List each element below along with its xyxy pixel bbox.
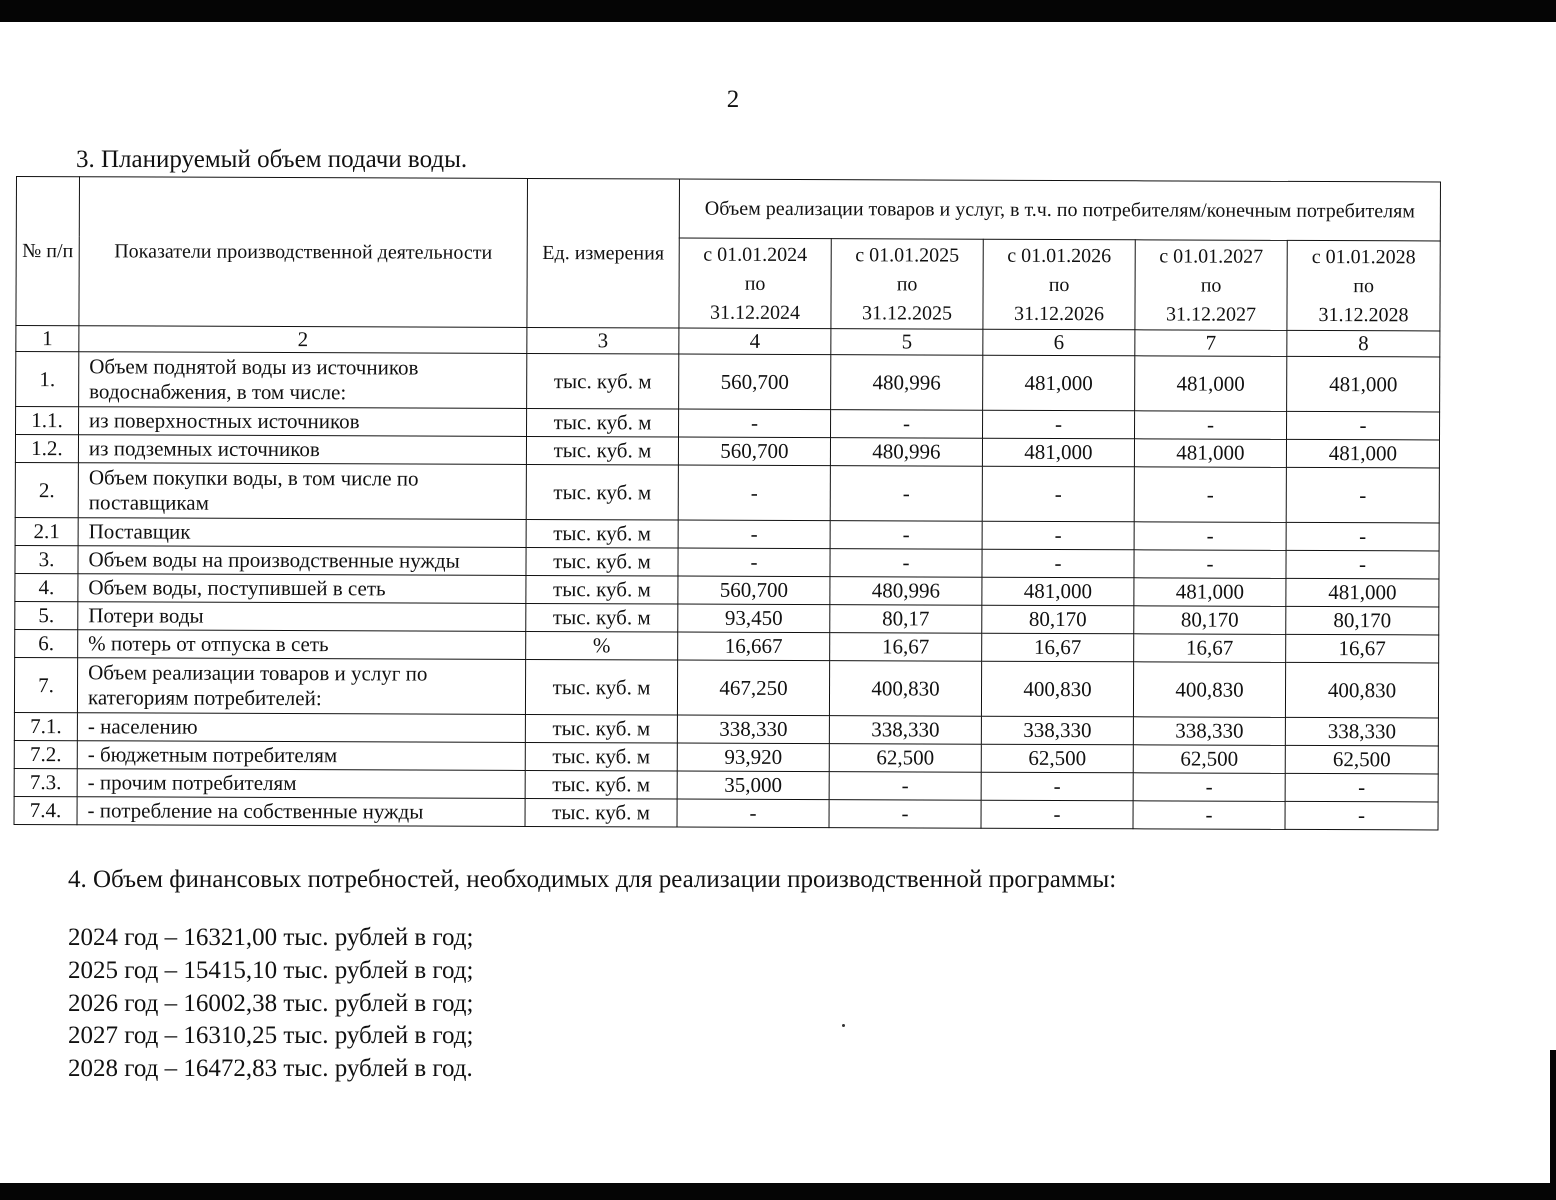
row-value: 80,170 [1286,607,1439,636]
row-value: 400,830 [981,661,1133,717]
row-value: - [829,772,981,801]
row-number: 1.2. [15,435,78,463]
row-unit: тыс. куб. м [526,520,678,549]
row-indicator: - прочим потребителям [77,769,525,799]
row-unit: % [526,632,678,661]
row-unit: тыс. куб. м [525,715,677,744]
header-period [831,239,983,330]
row-value: - [1286,412,1439,441]
row-indicator: Потери воды [78,602,526,632]
row-value: - [1133,773,1285,802]
row-indicator: из подземных источников [78,435,526,465]
row-value: 338,330 [829,716,981,745]
scan-speck [842,1024,845,1027]
finance-list [68,924,473,1088]
row-value: 480,996 [831,355,983,411]
finance-item: 2026 год – 16002,38 тыс. рублей в год; [68,989,474,1017]
row-value: 481,000 [982,577,1134,606]
row-unit: тыс. куб. м [525,771,677,800]
table-row [14,797,1438,830]
header-group: Объем реализации товаров и услуг, в т.ч. по потребителям/конечным потребителям [679,179,1440,241]
row-value: 338,330 [677,715,829,744]
table-row [16,352,1440,412]
header-period-to: 31.12.2024 [709,301,801,325]
header-period-to: 31.12.2025 [861,302,953,325]
row-unit: тыс. куб. м [526,548,678,577]
scan-border-bottom [0,1183,1556,1200]
row-value: 16,667 [678,632,830,661]
column-number: 3 [527,327,679,354]
row-value: 481,000 [982,438,1134,467]
header-period-to: 31.12.2026 [1013,302,1105,326]
row-number: 6. [15,630,78,658]
row-value: - [1285,802,1438,831]
header-period [679,238,831,329]
header-unit: Ед. измерения [527,178,680,328]
header-period-mid: по [896,273,918,296]
page-number: 2 [726,86,740,113]
row-indicator: Поставщик [78,518,526,548]
finance-title: 4. Объем финансовых потребностей, необходимых для реализации производственной программы: [68,866,1117,893]
row-value: 62,500 [1285,746,1438,775]
row-value: 16,67 [1286,635,1439,664]
row-unit: тыс. куб. м [527,409,679,438]
row-value: - [982,466,1134,522]
scan-border-right [1550,1050,1556,1200]
table-row [15,463,1439,523]
row-value: 480,996 [830,438,982,467]
row-value: 16,67 [830,633,982,662]
row-number: 2.1 [15,518,78,546]
row-unit: тыс. куб. м [525,660,677,716]
column-number: 2 [79,326,527,354]
row-value: 400,830 [1285,663,1438,719]
row-value: - [982,410,1134,439]
header-period-mid: по [1353,275,1375,298]
row-value: 560,700 [678,576,830,605]
row-value: - [678,465,830,521]
header-period [1135,240,1287,331]
row-value: 80,170 [1134,606,1286,635]
header-period-to: 31.12.2027 [1165,303,1257,326]
column-number: 8 [1287,330,1440,357]
header-period-to: 31.12.2028 [1318,304,1409,327]
row-value: 560,700 [678,437,830,466]
row-unit: тыс. куб. м [525,799,677,828]
row-value: 62,500 [829,744,981,773]
header-indicator: Показатели производственной деятельности [79,177,528,328]
scan-border-top [0,0,1556,22]
row-value: 481,000 [1287,357,1440,413]
row-number: 7.2. [14,741,77,769]
header-period-from: с 01.01.2028 [1311,245,1416,269]
header-period [983,239,1135,330]
column-number: 4 [679,328,831,355]
row-value: - [678,548,830,577]
row-indicator: Объем поднятой воды из источников водоснабжения, в том числе: [79,352,527,409]
header-period-from: с 01.01.2026 [1007,244,1112,268]
row-value: - [1133,801,1285,830]
row-value: 400,830 [829,661,981,717]
row-unit: тыс. куб. м [525,743,677,772]
column-number: 1 [16,326,79,352]
row-number: 7.1. [14,713,77,741]
row-indicator: - населению [77,713,525,743]
water-supply-table-wrap [14,176,1440,831]
row-value: 480,996 [830,577,982,606]
row-value: 338,330 [981,716,1133,745]
row-value: - [982,549,1134,578]
row-value: 481,000 [983,355,1135,411]
table-row [14,658,1438,718]
row-value: 80,170 [982,605,1134,634]
row-number: 3. [15,546,78,574]
row-unit: тыс. куб. м [526,465,678,521]
row-value: - [829,800,981,829]
row-value: 560,700 [679,354,831,410]
column-number: 7 [1135,330,1287,357]
row-value: - [831,410,983,439]
row-value: 16,67 [982,633,1134,662]
row-value: - [1134,550,1286,579]
row-value: 400,830 [1133,662,1285,718]
water-supply-table [14,176,1442,831]
row-value: - [982,521,1134,550]
header-period-mid: по [744,272,766,295]
row-indicator: Объем воды, поступившей в сеть [78,574,526,604]
row-number: 7.3. [14,769,77,797]
row-value: - [981,800,1133,829]
column-number: 5 [831,329,983,356]
row-value: - [677,799,829,828]
header-period-mid: по [1200,274,1222,297]
row-value: 481,000 [1134,439,1286,468]
row-value: 338,330 [1285,718,1438,747]
row-value: - [830,521,982,550]
header-period-from: с 01.01.2025 [855,244,960,267]
row-unit: тыс. куб. м [526,604,678,633]
finance-item: 2028 год – 16472,83 тыс. рублей в год. [68,1055,473,1083]
row-value: - [1134,467,1286,523]
finance-item: 2024 год – 16321,00 тыс. рублей в год; [68,924,474,951]
row-indicator: Объем покупки воды, в том числе по поставщикам [78,463,526,520]
row-number: 1. [16,352,79,407]
row-value: 16,67 [1134,634,1286,663]
row-value: - [1286,551,1439,580]
header-period-from: с 01.01.2024 [703,243,808,267]
column-number: 6 [983,329,1135,356]
finance-item: 2027 год – 16310,25 тыс. рублей в год; [68,1022,474,1050]
row-indicator: из поверхностных источников [79,407,527,437]
row-value: 481,000 [1286,440,1439,469]
row-value: - [678,520,830,549]
row-value: - [830,466,982,522]
row-value: - [1285,774,1438,803]
row-value: - [1134,411,1286,440]
row-value: - [679,409,831,438]
row-unit: тыс. куб. м [526,437,678,466]
header-num: № п/п [16,177,80,326]
row-value: - [1286,523,1439,552]
header-period-from: с 01.01.2027 [1159,245,1264,268]
row-indicator: - потребление на собственные нужды [77,797,525,827]
row-unit: тыс. куб. м [527,354,679,410]
row-indicator: Объем воды на производственные нужды [78,546,526,576]
row-unit: тыс. куб. м [526,576,678,605]
row-value: 338,330 [1133,717,1285,746]
row-value: 62,500 [981,744,1133,773]
row-value: 467,250 [677,660,829,716]
finance-item: 2025 год – 15415,10 тыс. рублей в год; [68,956,474,984]
row-value: - [1134,522,1286,551]
row-value: 35,000 [677,771,829,800]
row-value: 481,000 [1134,578,1286,607]
row-indicator: % потерь от отпуска в сеть [78,630,526,660]
row-number: 2. [15,463,78,518]
header-period [1287,240,1440,331]
section-title: 3. Планируемый объем подачи воды. [76,146,468,173]
row-indicator: Объем реализации товаров и услуг по категориям потребителей: [77,658,525,715]
header-period-mid: по [1048,273,1070,297]
row-number: 5. [15,602,78,630]
row-value: 481,000 [1286,579,1439,608]
row-value: - [830,549,982,578]
row-indicator: - бюджетным потребителям [77,741,525,771]
row-value: 93,450 [678,604,830,633]
row-value: 93,920 [677,743,829,772]
row-value: - [1286,468,1439,524]
row-number: 4. [15,574,78,602]
row-number: 1.1. [16,407,79,435]
row-value: 62,500 [1133,745,1285,774]
row-value: 80,17 [830,605,982,634]
row-value: 481,000 [1135,356,1287,412]
row-value: - [981,772,1133,801]
row-number: 7.4. [14,797,77,825]
row-number: 7. [14,658,77,713]
